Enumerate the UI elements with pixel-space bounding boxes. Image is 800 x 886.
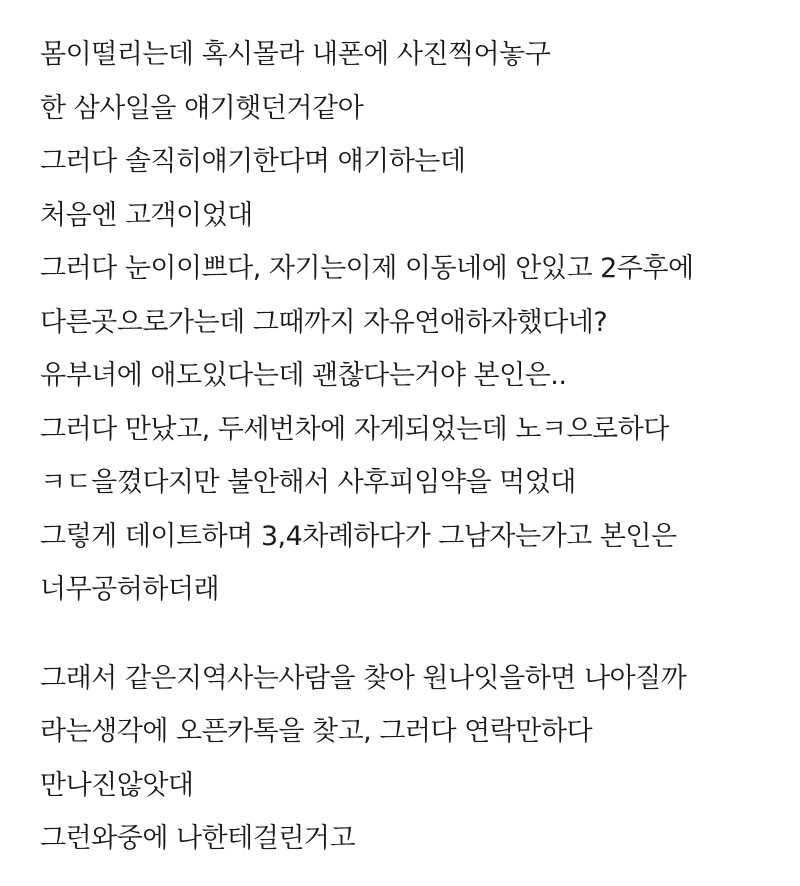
text-line: 유부녀에 애도있다는데 괜찮다는거야 본인은.. [40, 360, 567, 391]
text-line: 만나진않앗대 [40, 769, 194, 801]
post-body [40, 28, 780, 866]
text-line: 그래서 같은지역사는사람을 찾아 원나잇을하면 나아질까 [40, 662, 687, 694]
text-line: 그런와중에 나한테걸린거고 [40, 823, 356, 854]
text-line: 몸이떨리는데 혹시몰라 내폰에 사진찍어놓구 [40, 39, 551, 70]
text-line: 그러다 만났고, 두세번차에 자게되었는데 노ㅋ으로하다 [40, 413, 669, 445]
text-line: ㅋㄷ을꼈다지만 불안해서 사후피임약을 먹었대 [40, 467, 576, 498]
text-line: 다른곳으로가는데 그때까지 자유연애하자했다네? [40, 306, 608, 338]
paragraph-spacer [40, 617, 780, 652]
text-line: 그러다 눈이이쁘다, 자기는이제 이동네에 안있고 2주후에 [40, 253, 694, 284]
text-line: 그렇게 데이트하며 3,4차례하다가 그남자는가고 본인은 [40, 520, 677, 552]
text-line: 너무공허하더래 [40, 574, 220, 605]
text-line: 라는생각에 오픈카톡을 찾고, 그러다 연락만하다 [40, 716, 593, 747]
text-line: 처음엔 고객이었대 [40, 199, 253, 231]
text-line: 그러다 솔직히얘기한다며 얘기하는데 [40, 146, 466, 177]
text-line: 한 삼사일을 얘기햇던거같아 [40, 92, 364, 124]
